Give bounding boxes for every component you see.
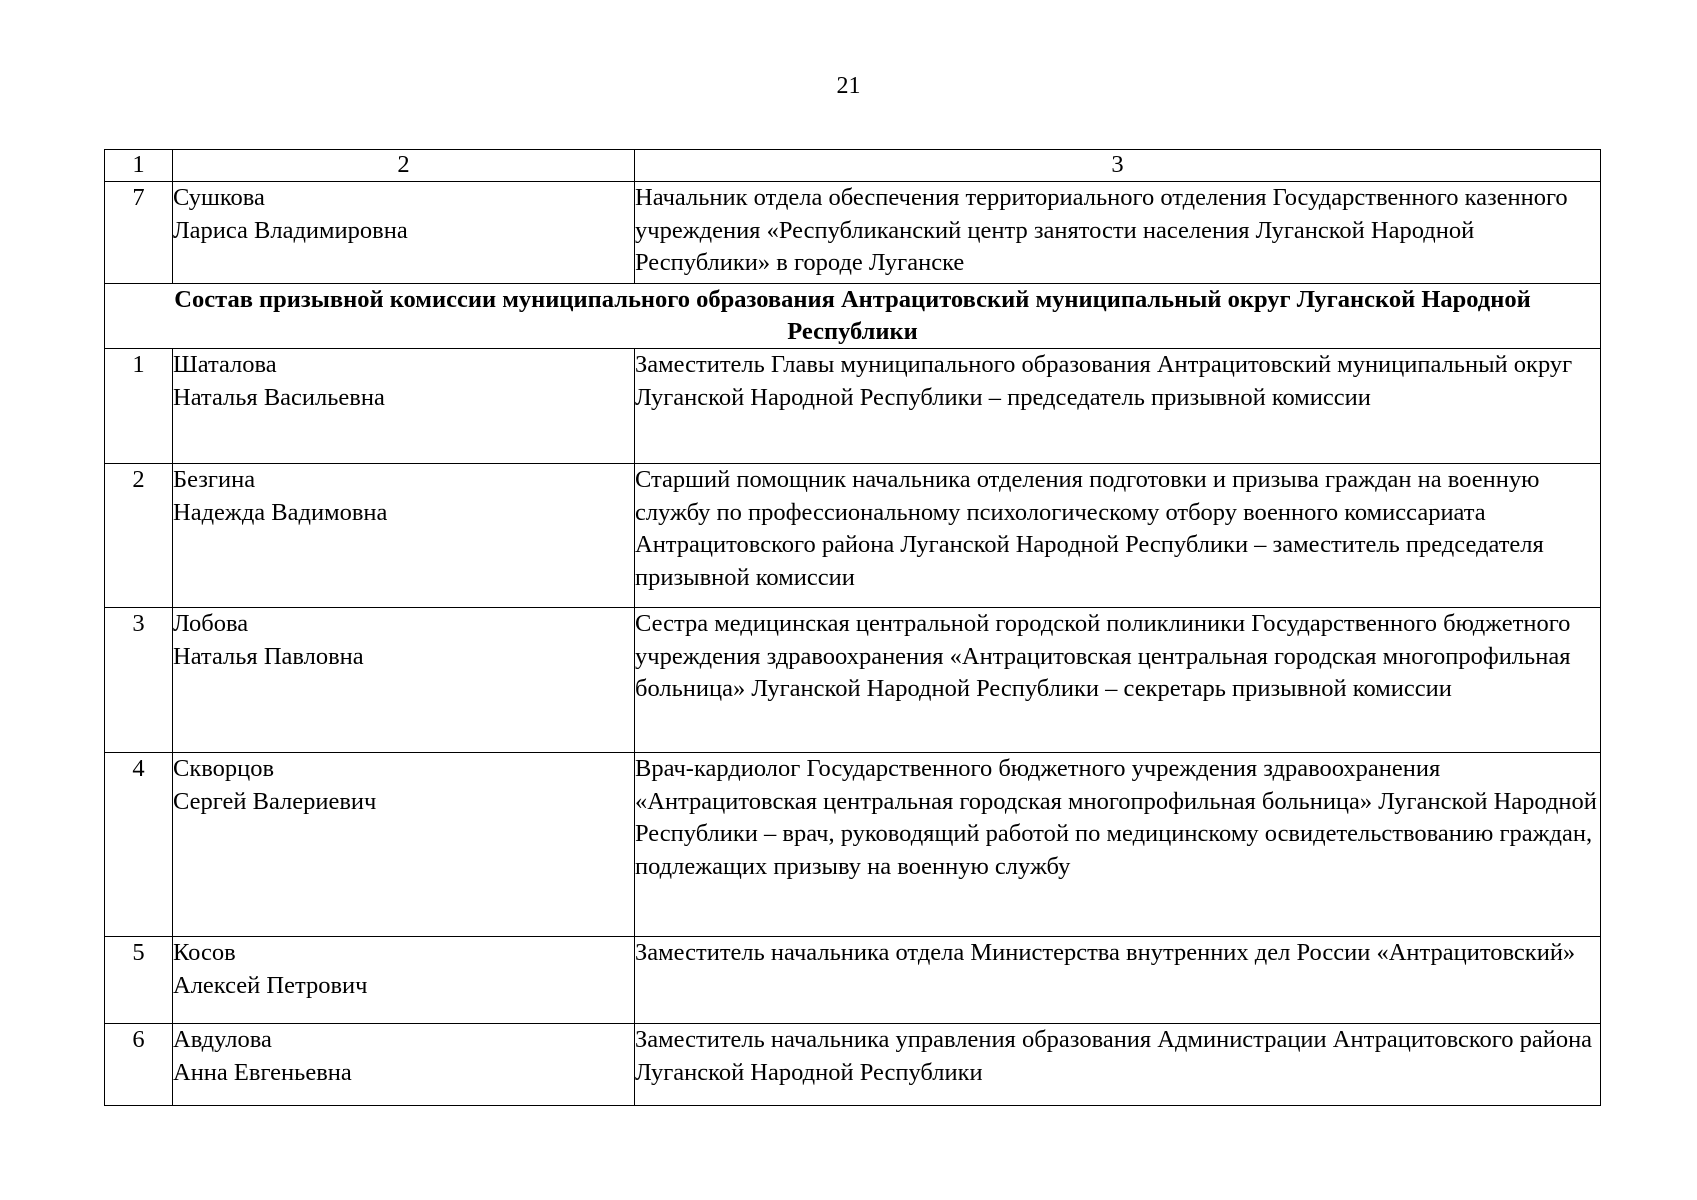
table-row (105, 753, 1601, 937)
member-position: Старший помощник начальника отделения подготовки и призыва граждан на военную службу по профессиональному психологическому отбору военного комиссариата Антрацитовского района Луганской Народной Республики – заместитель председателя призывной комиссии (635, 464, 1601, 608)
member-position: Начальник отдела обеспечения территориального отделения Государственного казенного учреждения «Республиканский центр занятости населения Луганской Народной Республики» в городе Луганске (635, 182, 1601, 284)
member-given-names: Сергей Валериевич (173, 787, 377, 815)
member-surname: Сушкова (173, 184, 265, 211)
table-row (105, 1024, 1601, 1106)
member-given-names: Наталья Васильевна (173, 383, 385, 411)
member-position: Врач-кардиолог Государственного бюджетного учреждения здравоохранения «Антрацитовская центральная городская многопрофильная больница» Луганской Народной Республики – врач, руководящий работой по медицинскому освидетельствованию граждан, подлежащих призыву на военную службу (635, 753, 1601, 937)
member-name (173, 1024, 635, 1106)
column-header-position: 3 (635, 150, 1601, 182)
member-surname: Шаталова (173, 351, 277, 378)
member-surname: Безгина (173, 466, 256, 493)
row-number: 2 (105, 464, 173, 608)
table-row (105, 937, 1601, 1024)
table-row (105, 608, 1601, 753)
section-title: Состав призывной комиссии муниципального образования Антрацитовский муниципальный округ Луганской Народной Республики (105, 284, 1601, 349)
member-surname: Косов (173, 939, 236, 966)
member-surname: Скворцов (173, 755, 275, 782)
column-header-name: 2 (173, 150, 635, 182)
table-row (105, 464, 1601, 608)
member-position: Заместитель начальника управления образования Администрации Антрацитовского района Луганской Народной Республики (635, 1024, 1601, 1106)
section-heading-row (105, 284, 1601, 349)
member-name (173, 182, 635, 284)
member-surname: Авдулова (173, 1026, 272, 1053)
table-header-row (105, 150, 1601, 182)
table-row (105, 349, 1601, 464)
member-given-names: Анна Евгеньевна (173, 1058, 352, 1086)
row-number: 7 (105, 182, 173, 284)
member-name (173, 753, 635, 937)
member-name (173, 349, 635, 464)
member-name (173, 937, 635, 1024)
table-row (105, 182, 1601, 284)
member-given-names: Алексей Петрович (173, 971, 368, 999)
member-given-names: Надежда Вадимовна (173, 498, 388, 526)
member-given-names: Наталья Павловна (173, 642, 364, 670)
member-given-names: Лариса Владимировна (173, 216, 408, 244)
row-number: 1 (105, 349, 173, 464)
column-header-number: 1 (105, 150, 173, 182)
row-number: 6 (105, 1024, 173, 1106)
page-number: 21 (836, 73, 861, 99)
commission-table (104, 149, 1601, 1106)
member-name (173, 608, 635, 753)
row-number: 5 (105, 937, 173, 1024)
member-position: Заместитель начальника отдела Министерства внутренних дел России «Антрацитовский» (635, 937, 1601, 1024)
row-number: 4 (105, 753, 173, 937)
member-position: Заместитель Главы муниципального образования Антрацитовский муниципальный округ Луганской Народной Республики – председатель призывной комиссии (635, 349, 1601, 464)
member-surname: Лобова (173, 610, 249, 637)
member-position: Сестра медицинская центральной городской поликлиники Государственного бюджетного учреждения здравоохранения «Антрацитовская центральная городская многопрофильная больница» Луганской Народной Республики – секретарь призывной комиссии (635, 608, 1601, 753)
member-name (173, 464, 635, 608)
row-number: 3 (105, 608, 173, 753)
